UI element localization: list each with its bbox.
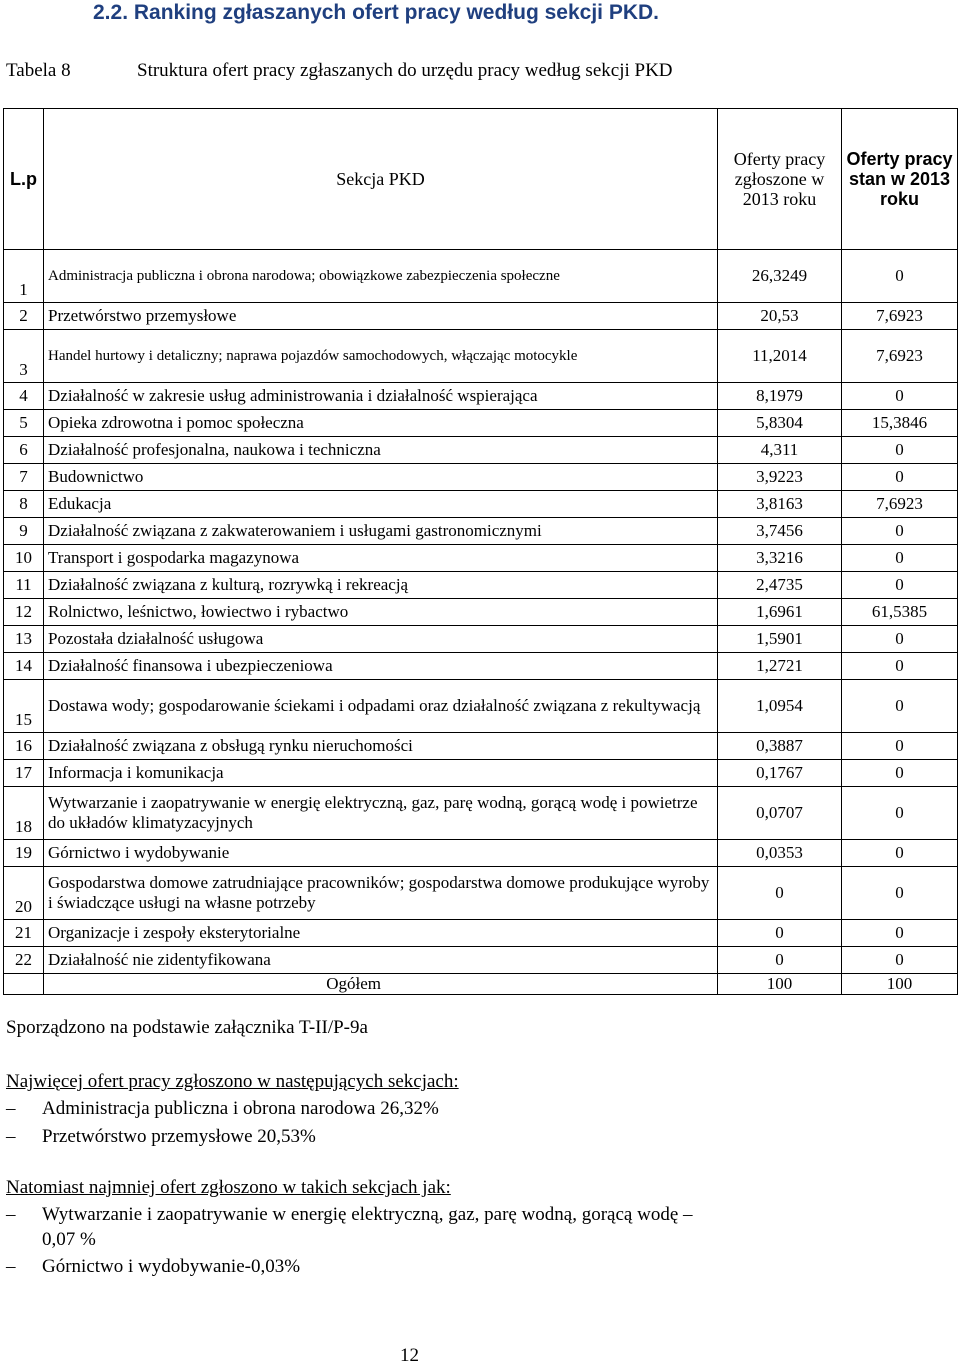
row-offers-reported: 3,7456 — [718, 518, 842, 545]
list-item-text: Administracja publiczna i obrona narodowa 26,32% — [42, 1098, 439, 1119]
dash-bullet: – — [6, 1204, 16, 1225]
table-row — [4, 733, 958, 760]
row-section: Edukacja — [44, 491, 718, 518]
row-offers-reported: 1,2721 — [718, 653, 842, 680]
table-row — [4, 250, 958, 303]
row-offers-reported: 20,53 — [718, 303, 842, 330]
row-number: 3 — [4, 330, 44, 383]
dash-bullet: – — [6, 1098, 16, 1119]
row-section: Handel hurtowy i detaliczny; naprawa pojazdów samochodowych, włączając motocykle — [44, 330, 718, 383]
total-label: Ogółem — [44, 974, 718, 995]
table-row — [4, 653, 958, 680]
row-number: 10 — [4, 545, 44, 572]
most-offers-title: Najwięcej ofert pracy zgłoszono w następujących sekcjach: — [6, 1071, 459, 1092]
row-section: Wytwarzanie i zaopatrywanie w energię elektryczną, gaz, parę wodną, gorącą wodę i powietrze do układów klimatyzacyjnych — [44, 787, 718, 840]
row-number: 4 — [4, 383, 44, 410]
row-number: 14 — [4, 653, 44, 680]
table-row — [4, 410, 958, 437]
row-section: Pozostała działalność usługowa — [44, 626, 718, 653]
row-section: Działalność związana z zakwaterowaniem i usługami gastronomicznymi — [44, 518, 718, 545]
section-heading: 2.2. Ranking zgłaszanych ofert pracy według sekcji PKD. — [93, 1, 660, 24]
row-offers-reported: 0,1767 — [718, 760, 842, 787]
list-item-continuation: 0,07 % — [42, 1229, 96, 1250]
row-offers-stock: 0 — [842, 464, 958, 491]
row-number: 13 — [4, 626, 44, 653]
table-body — [4, 250, 958, 974]
row-offers-reported: 0,0707 — [718, 787, 842, 840]
list-item — [6, 1126, 316, 1148]
table-header-row — [4, 109, 958, 250]
row-number: 17 — [4, 760, 44, 787]
list-item — [6, 1204, 693, 1226]
table-row — [4, 491, 958, 518]
row-offers-reported: 0,0353 — [718, 840, 842, 867]
row-section: Organizacje i zespoły eksterytorialne — [44, 920, 718, 947]
least-offers-title: Natomiast najmniej ofert zgłoszono w takich sekcjach jak: — [6, 1177, 451, 1198]
table-row — [4, 787, 958, 840]
row-section: Działalność finansowa i ubezpieczeniowa — [44, 653, 718, 680]
table-row — [4, 330, 958, 383]
row-offers-reported: 8,1979 — [718, 383, 842, 410]
list-item — [6, 1098, 439, 1120]
row-number: 11 — [4, 572, 44, 599]
table-label: Tabela 8 — [6, 60, 71, 81]
row-section: Dostawa wody; gospodarowanie ściekami i odpadami oraz działalność związana z rekultywacją — [44, 680, 718, 733]
row-offers-stock: 0 — [842, 545, 958, 572]
row-number: 6 — [4, 437, 44, 464]
row-offers-stock: 7,6923 — [842, 330, 958, 383]
table-row — [4, 680, 958, 733]
page-number: 12 — [400, 1345, 419, 1366]
table-row — [4, 947, 958, 974]
row-section: Działalność związana z obsługą rynku nieruchomości — [44, 733, 718, 760]
row-offers-stock: 0 — [842, 947, 958, 974]
row-number: 2 — [4, 303, 44, 330]
table-title: Struktura ofert pracy zgłaszanych do urzędu pracy według sekcji PKD — [137, 60, 673, 81]
row-number: 19 — [4, 840, 44, 867]
row-number: 15 — [4, 680, 44, 733]
table-row — [4, 760, 958, 787]
table-row — [4, 464, 958, 491]
row-offers-stock: 0 — [842, 572, 958, 599]
total-offers-reported: 100 — [718, 974, 842, 995]
row-offers-stock: 0 — [842, 787, 958, 840]
row-section: Administracja publiczna i obrona narodowa; obowiązkowe zabezpieczenia społeczne — [44, 250, 718, 303]
row-offers-reported: 1,0954 — [718, 680, 842, 733]
row-number: 5 — [4, 410, 44, 437]
row-number: 16 — [4, 733, 44, 760]
header-offers-reported: Oferty pracy zgłoszone w 2013 roku — [718, 109, 842, 250]
row-number: 18 — [4, 787, 44, 840]
row-offers-reported: 4,311 — [718, 437, 842, 464]
list-item-text: Przetwórstwo przemysłowe 20,53% — [42, 1126, 316, 1147]
row-offers-stock: 61,5385 — [842, 599, 958, 626]
total-offers-stock: 100 — [842, 974, 958, 995]
header-offers-stock: Oferty pracy stan w 2013 roku — [842, 109, 958, 250]
row-offers-reported: 2,4735 — [718, 572, 842, 599]
row-offers-stock: 0 — [842, 437, 958, 464]
table-row — [4, 303, 958, 330]
row-offers-stock: 0 — [842, 760, 958, 787]
row-offers-reported: 3,8163 — [718, 491, 842, 518]
row-offers-stock: 7,6923 — [842, 491, 958, 518]
row-section: Transport i gospodarka magazynowa — [44, 545, 718, 572]
row-offers-stock: 0 — [842, 680, 958, 733]
table-row — [4, 518, 958, 545]
table-row — [4, 840, 958, 867]
row-number: 8 — [4, 491, 44, 518]
row-offers-stock: 15,3846 — [842, 410, 958, 437]
row-number: 1 — [4, 250, 44, 303]
row-offers-reported: 0 — [718, 867, 842, 920]
row-offers-stock: 7,6923 — [842, 303, 958, 330]
row-number: 9 — [4, 518, 44, 545]
row-offers-stock: 0 — [842, 867, 958, 920]
source-note: Sporządzono na podstawie załącznika T-II/P-9a — [6, 1017, 368, 1038]
table-row — [4, 545, 958, 572]
table-row — [4, 920, 958, 947]
list-item — [6, 1256, 300, 1278]
header-lp: L.p — [4, 109, 44, 250]
row-offers-reported: 26,3249 — [718, 250, 842, 303]
row-offers-stock: 0 — [842, 920, 958, 947]
row-offers-reported: 3,9223 — [718, 464, 842, 491]
row-number: 20 — [4, 867, 44, 920]
total-empty-cell — [4, 974, 44, 995]
row-number: 12 — [4, 599, 44, 626]
row-offers-reported: 0 — [718, 947, 842, 974]
row-offers-reported: 0,3887 — [718, 733, 842, 760]
dash-bullet: – — [6, 1126, 16, 1147]
row-offers-reported: 11,2014 — [718, 330, 842, 383]
row-section: Budownictwo — [44, 464, 718, 491]
row-offers-stock: 0 — [842, 518, 958, 545]
row-number: 7 — [4, 464, 44, 491]
row-section: Informacja i komunikacja — [44, 760, 718, 787]
list-item-text: Górnictwo i wydobywanie-0,03% — [42, 1256, 301, 1277]
row-offers-reported: 1,6961 — [718, 599, 842, 626]
table-row — [4, 437, 958, 464]
row-offers-reported: 1,5901 — [718, 626, 842, 653]
row-offers-stock: 0 — [842, 626, 958, 653]
row-offers-reported: 3,3216 — [718, 545, 842, 572]
table-row — [4, 572, 958, 599]
header-section: Sekcja PKD — [44, 109, 718, 250]
table-row — [4, 867, 958, 920]
pkd-table — [3, 108, 958, 995]
row-section: Górnictwo i wydobywanie — [44, 840, 718, 867]
row-section: Przetwórstwo przemysłowe — [44, 303, 718, 330]
row-offers-stock: 0 — [842, 250, 958, 303]
dash-bullet: – — [6, 1256, 16, 1277]
table-row — [4, 626, 958, 653]
row-section: Gospodarstwa domowe zatrudniające pracowników; gospodarstwa domowe produkujące wyroby i świadczące usługi na własne potrzeby — [44, 867, 718, 920]
row-section: Działalność profesjonalna, naukowa i techniczna — [44, 437, 718, 464]
list-item-text: Wytwarzanie i zaopatrywanie w energię elektryczną, gaz, parę wodną, gorącą wodę – — [42, 1204, 693, 1225]
row-offers-stock: 0 — [842, 733, 958, 760]
row-section: Działalność związana z kulturą, rozrywką i rekreacją — [44, 572, 718, 599]
table-row — [4, 383, 958, 410]
total-row — [4, 974, 958, 995]
row-offers-stock: 0 — [842, 653, 958, 680]
row-section: Działalność nie zidentyfikowana — [44, 947, 718, 974]
table-row — [4, 599, 958, 626]
row-offers-stock: 0 — [842, 383, 958, 410]
row-offers-reported: 0 — [718, 920, 842, 947]
row-number: 22 — [4, 947, 44, 974]
row-offers-stock: 0 — [842, 840, 958, 867]
row-section: Rolnictwo, leśnictwo, łowiectwo i rybactwo — [44, 599, 718, 626]
row-section: Opieka zdrowotna i pomoc społeczna — [44, 410, 718, 437]
row-number: 21 — [4, 920, 44, 947]
row-section: Działalność w zakresie usług administrowania i działalność wspierająca — [44, 383, 718, 410]
row-offers-reported: 5,8304 — [718, 410, 842, 437]
